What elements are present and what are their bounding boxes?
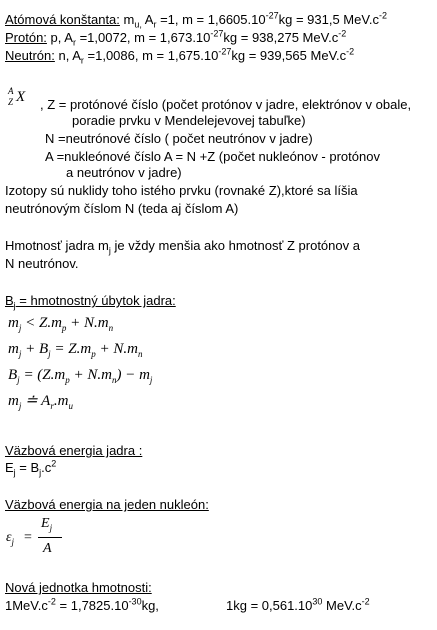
neutron-label: Neutrón:: [5, 48, 55, 63]
n-definition: N =neutrónové číslo ( počet neutrónov v jadre): [45, 131, 313, 146]
unit-title: Nová jednotka hmotnosti:: [5, 580, 152, 595]
mass-line1: Hmotnosť jadra $m_j$ je vždy menšia ako hmotnosť Z protónov a: [5, 238, 360, 256]
proton-label: Protón:: [5, 30, 47, 45]
per-nucleon-title: Väzbová energia na jeden nukleón:: [5, 497, 209, 512]
equation-3: $B_j = (Z.m_p + N.m_n) - m_j$: [8, 367, 153, 385]
a-definition-cont: a neutrónov v jadre): [66, 165, 182, 180]
binding-energy-equation: $E_j = B_j.c^2$: [5, 458, 57, 478]
atomic-constant-line: Atómová konštanta: $m_{u,}$ $A_r =1$, $m = 1,6605.10^{-27}kg = 931,5$ $MeV.c^{-2}$: [5, 10, 387, 30]
equation-4: $m_j$ ≐ $A_r.m_u$: [8, 393, 73, 411]
fraction-bar: [38, 537, 62, 538]
equation-1: $m_j < Z.m_p + N.m_n$: [8, 315, 114, 333]
isotopes-line1: Izotopy sú nuklidy toho istého prvku (rovnaké Z),ktoré sa líšia: [5, 183, 358, 198]
a-definition: A =nukleónové číslo A = N +Z (počet nukleónov - protónov: [45, 149, 380, 164]
unit-conversion-right: $1kg = 0,561.10^{30}$ $MeV.c^{-2}$: [226, 596, 370, 613]
isotopes-line2: neutrónovým číslom N (teda aj číslom A): [5, 201, 239, 216]
equation-2: $m_j + B_j = Z.m_p + N.m_n$: [8, 341, 143, 359]
proton-line: Protón: p, $A_r =1,0072$, $m = 1,673.10^{-27}kg = 938,275$ $MeV.c^{-2}$: [5, 28, 347, 48]
z-definition-cont: poradie prvku v Mendelejevovej tabuľke): [72, 113, 306, 128]
nuclide-symbol: A Z X: [8, 86, 26, 107]
per-nucleon-equation: $\varepsilon_j$ = $E_j$ A: [6, 516, 66, 564]
binding-energy-title: Väzbová energia jadra :: [5, 443, 143, 458]
mass-line2: N neutrónov.: [5, 256, 79, 271]
unit-conversion-left: $1MeV.c^{-2} = 1,7825.10^{-30}kg$,: [5, 596, 159, 613]
neutron-line: Neutrón: n, $A_r =1,0086$, $m = 1,675.10^{-27}kg = 939,565$ $MeV.c^{-2}$: [5, 46, 355, 66]
z-definition: , Z = protónové číslo (počet protónov v jadre, elektrónov v obale,: [40, 97, 412, 112]
atomic-constant-label: Atómová konštanta:: [5, 12, 120, 27]
mass-defect-title: $B_j$ = hmotnostný úbytok jadra:: [5, 293, 176, 311]
